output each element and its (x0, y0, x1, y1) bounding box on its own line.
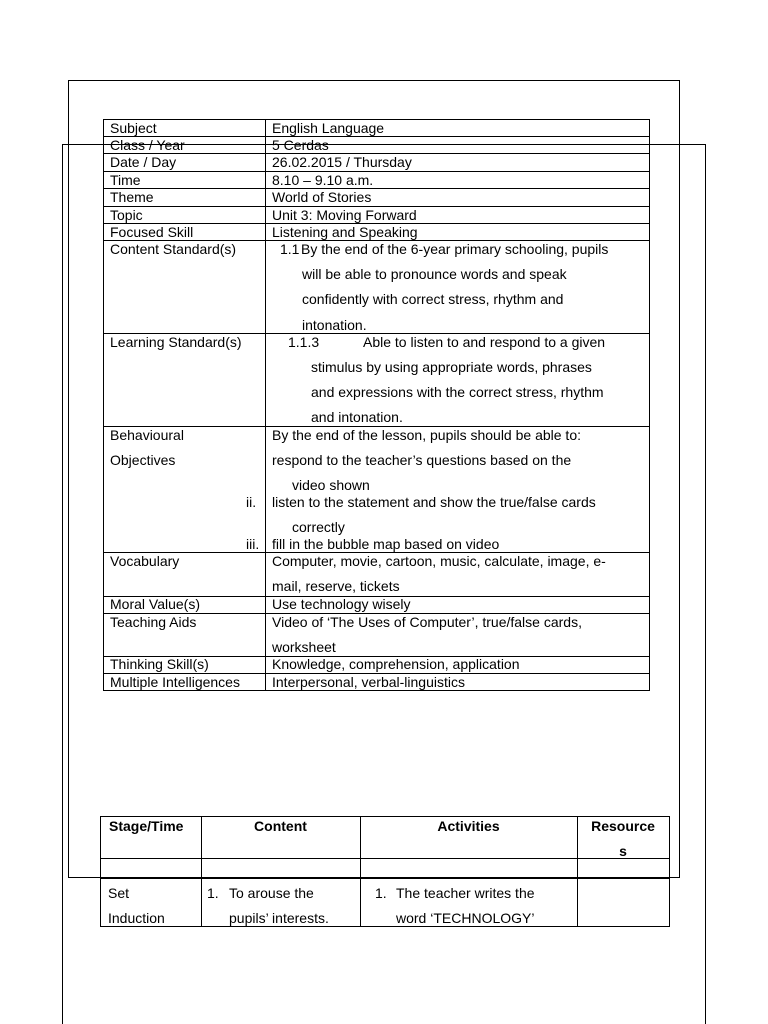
objective-1-line: video shown (292, 477, 370, 493)
stage-cell: Set (108, 885, 130, 901)
vocabulary-label: Vocabulary (110, 553, 180, 569)
moral-value-label: Moral Value(s) (110, 596, 200, 612)
date-day-label: Date / Day (110, 154, 177, 170)
objective-3-number: iii. (246, 536, 260, 552)
multiple-intelligences-label: Multiple Intelligences (110, 674, 240, 690)
header-resources: Resource (591, 818, 655, 834)
objective-2-number: ii. (246, 494, 257, 510)
objective-1-line: respond to the teacher’s questions based on the (272, 452, 572, 468)
focused-skill-value: Listening and Speaking (272, 224, 418, 240)
learning-standard-line: Able to listen to and respond to a given (363, 334, 606, 350)
moral-value-value: Use technology wisely (272, 596, 411, 612)
thinking-skill-value: Knowledge, comprehension, application (272, 656, 520, 672)
teaching-aids-line: Video of ‘The Uses of Computer’, true/false cards, (272, 614, 582, 630)
objectives-label: Objectives (110, 452, 176, 468)
focused-skill-label: Focused Skill (110, 224, 194, 240)
vocabulary-line: mail, reserve, tickets (272, 578, 400, 594)
behavioural-intro: By the end of the lesson, pupils should be able to: (272, 427, 581, 443)
subject-value: English Language (272, 120, 385, 136)
theme-value: World of Stories (272, 189, 372, 205)
learning-standard-line: stimulus by using appropriate words, phrases (311, 359, 592, 375)
thinking-skill-label: Thinking Skill(s) (110, 656, 209, 672)
topic-value: Unit 3: Moving Forward (272, 207, 417, 223)
content-standard-line: confidently with correct stress, rhythm and (302, 291, 564, 307)
theme-label: Theme (110, 189, 154, 205)
content-standard-number: 1.1 (280, 241, 300, 257)
content-standard-line: By the end of the 6-year primary schooling, pupils (301, 241, 609, 257)
objective-2-line: correctly (292, 519, 345, 535)
content-number: 1. (207, 885, 219, 901)
content-cell: To arouse the (229, 885, 314, 901)
class-year-value: 5 Cerdas (272, 137, 329, 153)
teaching-aids-line: worksheet (272, 639, 336, 655)
learning-standard-line: and expressions with the correct stress, rhythm (311, 384, 604, 400)
time-value: 8.10 – 9.10 a.m. (272, 172, 374, 188)
header-activities: Activities (437, 818, 500, 834)
vocabulary-line: Computer, movie, cartoon, music, calculate, image, e- (272, 553, 606, 569)
objective-2-line: listen to the statement and show the true/false cards (272, 494, 596, 510)
behavioural-label: Behavioural (110, 427, 184, 443)
topic-label: Topic (110, 207, 143, 223)
date-day-value: 26.02.2015 / Thursday (272, 154, 412, 170)
header-content: Content (254, 818, 307, 834)
learning-standard-line: and intonation. (311, 409, 403, 425)
content-cell: pupils’ interests. (229, 910, 329, 926)
learning-standard-label: Learning Standard(s) (110, 334, 242, 350)
time-label: Time (110, 172, 141, 188)
learning-standard-number: 1.1.3 (288, 334, 320, 350)
header-resources-wrap: s (619, 843, 627, 859)
activity-cell: The teacher writes the (396, 885, 535, 901)
header-stage-time: Stage/Time (109, 818, 184, 834)
subject-label: Subject (110, 120, 157, 136)
activity-cell: word ‘TECHNOLOGY’ (396, 910, 535, 926)
stage-cell: Induction (108, 910, 165, 926)
activity-number: 1. (375, 885, 387, 901)
objective-3-line: fill in the bubble map based on video (272, 536, 500, 552)
content-standard-label: Content Standard(s) (110, 241, 237, 257)
content-standard-line: will be able to pronounce words and speak (302, 266, 567, 282)
class-year-label: Class / Year (110, 137, 185, 153)
teaching-aids-label: Teaching Aids (110, 614, 197, 630)
multiple-intelligences-value: Interpersonal, verbal-linguistics (272, 674, 465, 690)
content-standard-line: intonation. (302, 317, 367, 333)
